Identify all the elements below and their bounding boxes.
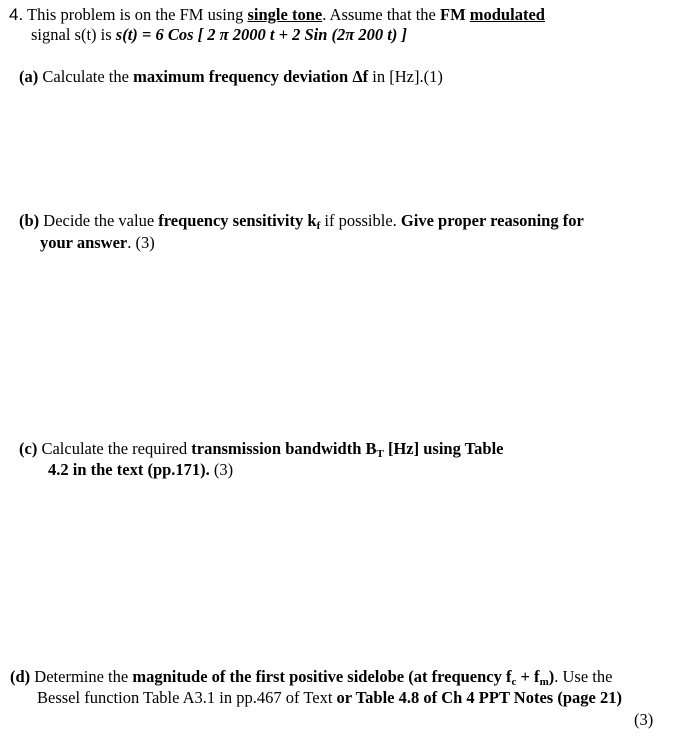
single-tone-term: single tone xyxy=(247,5,323,24)
problem-intro-text-1: This problem is on the FM using xyxy=(23,5,248,24)
part-a-label: (a) xyxy=(19,67,39,86)
part-c-line-2-bold: 4.2 in the text (pp.171). xyxy=(48,460,210,479)
part-c-line-2 xyxy=(48,460,233,480)
part-b-subscript: f xyxy=(316,220,321,232)
part-c-bold-2: [Hz] using Table xyxy=(383,439,504,458)
signal-prefix: signal s(t) is xyxy=(31,25,116,44)
part-b-label: (b) xyxy=(19,211,40,230)
part-b-text-1: Decide the value xyxy=(39,211,159,230)
signal-formula: s(t) = 6 Cos [ 2 π 2000 t + 2 Sin (2π 200 t) ] xyxy=(115,25,407,44)
part-c-label: (c) xyxy=(19,439,38,458)
problem-statement-line-1 xyxy=(9,5,545,25)
part-b-bold-1: frequency sensitivity k xyxy=(158,211,317,230)
fm-term: FM xyxy=(439,5,466,24)
modulated-term: modulated xyxy=(469,5,545,24)
part-a-line-1 xyxy=(19,67,443,87)
part-c-bold-1: transmission bandwidth B xyxy=(191,439,377,458)
part-d-bold-3: ) xyxy=(548,667,555,686)
part-d-text-2: . Use the xyxy=(554,667,613,686)
part-a-text-2: in [Hz].(1) xyxy=(368,67,443,86)
part-b-bold-2: Give proper reasoning for xyxy=(400,211,584,230)
part-b-line-2-bold: your answer xyxy=(40,233,128,252)
part-d-line-1 xyxy=(10,667,612,687)
part-b-text-2: if possible. xyxy=(320,211,401,230)
problem-intro-text-2: . Assume that the xyxy=(322,5,440,24)
part-d-subscript-m: m xyxy=(539,676,549,688)
part-d-line-2-bold: or Table 4.8 of Ch 4 PPT Notes (page 21) xyxy=(336,688,622,707)
part-c-subscript: T xyxy=(376,448,384,460)
problem-statement-line-2 xyxy=(31,25,407,45)
part-d-line-3 xyxy=(634,710,653,730)
part-a-text-1: Calculate the xyxy=(38,67,134,86)
part-b-line-2 xyxy=(40,233,155,253)
part-d-label: (d) xyxy=(10,667,31,686)
part-a-bold: maximum frequency deviation Δf xyxy=(133,67,369,86)
problem-number: 4. xyxy=(9,5,24,24)
part-d-line-2-text: Bessel function Table A3.1 in pp.467 of Text xyxy=(37,688,337,707)
part-d-bold-2: + f xyxy=(516,667,540,686)
part-b-line-2-rest: . (3) xyxy=(127,233,155,252)
part-d-bold-1: magnitude of the first positive sidelobe (at frequency f xyxy=(132,667,512,686)
part-d-text-1: Determine the xyxy=(30,667,133,686)
part-d-subscript-c: c xyxy=(511,676,517,688)
part-d-marks: (3) xyxy=(634,710,654,729)
part-c-line-2-rest: (3) xyxy=(209,460,234,479)
part-d-line-2 xyxy=(37,688,622,708)
part-c-text-1: Calculate the required xyxy=(37,439,192,458)
part-c-line-1 xyxy=(19,439,504,459)
part-b-line-1 xyxy=(19,211,584,231)
